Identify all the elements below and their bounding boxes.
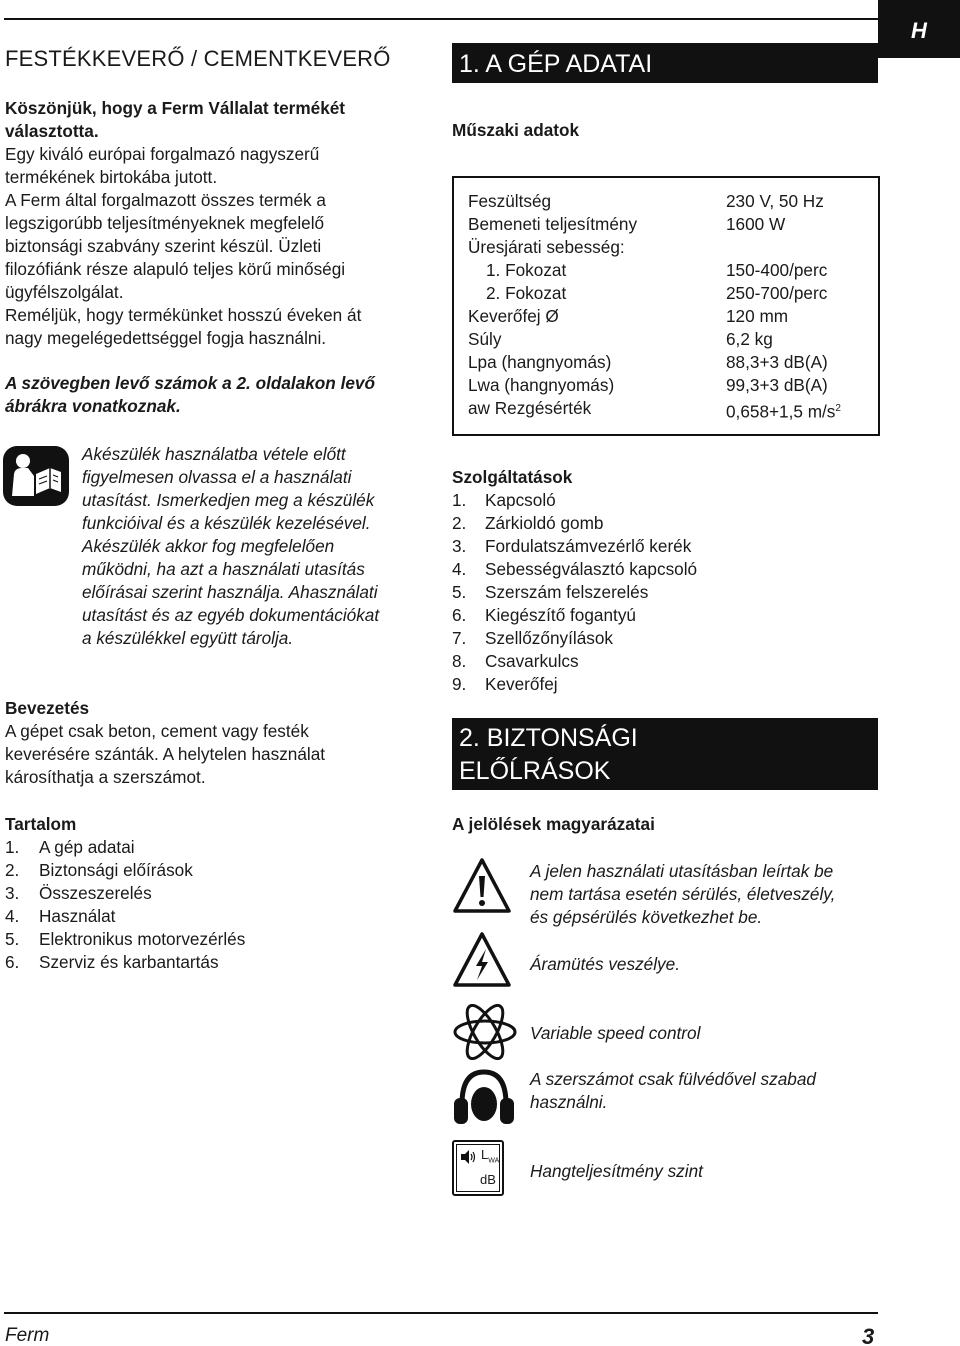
manual-notice-line: utasítást és az egyéb dokumentációkat <box>82 605 380 625</box>
intro-paragraph <box>5 97 435 350</box>
feature-item <box>452 673 697 696</box>
manual-notice <box>82 443 437 650</box>
section-1-title: 1. A GÉP ADATAI <box>452 43 878 83</box>
spec-row <box>454 305 878 328</box>
features-heading: Szolgáltatások <box>452 467 573 487</box>
intro-line: legszigorúbb teljesítményeknek megfelelő <box>5 213 325 233</box>
bevezetes-line: károsíthatja a szerszámot. <box>5 767 206 787</box>
feature-number: 4. <box>452 559 467 579</box>
language-tab: H <box>878 0 960 58</box>
symbol-text-line: Áramütés veszélye. <box>530 954 680 974</box>
spec-table <box>452 176 880 436</box>
spec-row <box>454 259 878 282</box>
sound-power-icon <box>452 1140 504 1196</box>
intro-bold-line: választotta. <box>5 121 99 141</box>
spec-row <box>454 213 878 236</box>
spec-row <box>454 351 878 374</box>
spec-value: 230 V, 50 Hz <box>726 191 824 211</box>
spec-value: 120 mm <box>726 306 789 326</box>
manual-notice-line: Akészülék használatba vétele előtt <box>82 444 346 464</box>
bevezetes-line: A gépet csak beton, cement vagy festék <box>5 721 309 741</box>
manual-notice-line: utasítást. Ismerkedjen meg a készülék <box>82 490 375 510</box>
intro-line: Egy kiváló európai forgalmazó nagyszerű <box>5 144 320 164</box>
spec-value: 150-400/perc <box>726 260 828 280</box>
symbol-text-line: A szerszámot csak fülvédővel szabad <box>530 1069 816 1089</box>
feature-number: 5. <box>452 582 467 602</box>
notice-line: A szövegben levő számok a 2. oldalakon levő <box>5 373 375 393</box>
feature-text: Zárkioldó gomb <box>485 513 604 533</box>
feature-number: 3. <box>452 536 467 556</box>
intro-line: A Ferm által forgalmazott összes termék a <box>5 190 326 210</box>
toc-item <box>5 859 245 882</box>
spec-row <box>454 328 878 351</box>
variable-speed-icon <box>452 1004 518 1060</box>
feature-text: Keverőfej <box>485 674 558 694</box>
notice-line: ábrákra vonatkoznak. <box>5 396 181 416</box>
warning-text <box>530 860 880 929</box>
toc-number: 6. <box>5 952 20 972</box>
feature-text: Csavarkulcs <box>485 651 579 671</box>
spec-label: Üresjárati sebesség: <box>468 237 625 257</box>
spec-value <box>726 397 841 424</box>
manual-notice-line: Akészülék akkor fog megfelelően <box>82 536 335 556</box>
spec-label: 1. Fokozat <box>486 260 567 280</box>
spec-value: 250-700/perc <box>726 283 828 303</box>
feature-item <box>452 535 697 558</box>
spec-label: aw Rezgésérték <box>468 398 592 418</box>
spec-value-text: 0,658+1,5 m/s <box>726 401 836 422</box>
manual-notice-line: funkcióival és a készülék kezelésével. <box>82 513 371 533</box>
technical-data-heading: Műszaki adatok <box>452 120 580 140</box>
spec-label: Bemeneti teljesítmény <box>468 214 638 234</box>
sound-power-label <box>481 1148 499 1169</box>
spec-label: Feszültség <box>468 191 552 211</box>
read-manual-icon <box>3 446 69 506</box>
feature-item <box>452 581 697 604</box>
toc-item <box>5 928 245 951</box>
spec-label: Súly <box>468 329 502 349</box>
spec-label: Keverőfej Ø <box>468 306 559 326</box>
spec-label: Lpa (hangnyomás) <box>468 352 612 372</box>
toc-item <box>5 951 245 974</box>
feature-item <box>452 604 697 627</box>
toc-text: Elektronikus motorvezérlés <box>39 929 246 949</box>
spec-row <box>454 397 878 420</box>
sound-power-unit: dB <box>480 1172 496 1187</box>
feature-item <box>452 627 697 650</box>
ear-protection-text <box>530 1068 880 1114</box>
feature-item <box>452 650 697 673</box>
toc-text: Összeszerelés <box>39 883 152 903</box>
manual-notice-line: figyelmesen olvassa el a használati <box>82 467 352 487</box>
bottom-rule <box>4 1312 878 1314</box>
electric-shock-text <box>530 953 880 976</box>
feature-text: Kiegészítő fogantyú <box>485 605 636 625</box>
toc-number: 4. <box>5 906 20 926</box>
intro-bold-line: Köszönjük, hogy a Ferm Vállalat termékét <box>5 98 346 118</box>
toc-number: 2. <box>5 860 20 880</box>
toc-item <box>5 882 245 905</box>
feature-text: Sebességválasztó kapcsoló <box>485 559 698 579</box>
feature-number: 8. <box>452 651 467 671</box>
feature-item <box>452 558 697 581</box>
intro-line: ügyfélszolgálat. <box>5 282 124 302</box>
intro-line: nagy megelégedettséggel fogja használni. <box>5 328 327 348</box>
sound-power-text <box>530 1160 880 1183</box>
spec-value: 88,3+3 dB(A) <box>726 352 828 372</box>
figure-notice <box>5 372 435 418</box>
symbol-text-line: A jelen használati utasításban leírtak be <box>530 861 834 881</box>
feature-item <box>452 512 697 535</box>
toc-text: Biztonsági előírások <box>39 860 193 880</box>
feature-number: 7. <box>452 628 467 648</box>
toc-item <box>5 836 245 859</box>
footer-brand: Ferm <box>5 1325 50 1346</box>
feature-text: Fordulatszámvezérlő kerék <box>485 536 692 556</box>
page-number: 3 <box>862 1324 875 1346</box>
warning-triangle-icon <box>452 857 512 915</box>
document-title: FESTÉKKEVERŐ / CEMENTKEVERŐ <box>5 46 391 71</box>
electric-shock-icon <box>452 931 512 989</box>
feature-number: 9. <box>452 674 467 694</box>
manual-notice-line: működni, ha azt a használati utasítás <box>82 559 365 579</box>
symbols-heading: A jelölések magyarázatai <box>452 814 655 834</box>
toc-number: 3. <box>5 883 20 903</box>
toc-number: 5. <box>5 929 20 949</box>
manual-notice-line: előírásai szerint használja. Ahasználati <box>82 582 378 602</box>
feature-text: Szellőzőnyílások <box>485 628 614 648</box>
toc-text: Szerviz és karbantartás <box>39 952 219 972</box>
intro-line: biztonsági szabvány szerint készül. Üzleti <box>5 236 322 256</box>
sound-power-subscript: WA <box>488 1157 500 1165</box>
toc-item <box>5 905 245 928</box>
feature-number: 6. <box>452 605 467 625</box>
section-2-title-line: 2. BIZTONSÁGI <box>459 724 638 752</box>
spec-row <box>454 190 878 213</box>
symbol-text-line: nem tartása esetén sérülés, életveszély, <box>530 884 836 904</box>
toc-number: 1. <box>5 837 20 857</box>
feature-text: Szerszám felszerelés <box>485 582 649 602</box>
intro-line: termékének birtokába jutott. <box>5 167 218 187</box>
feature-text: Kapcsoló <box>485 490 556 510</box>
toc-text: Használat <box>39 906 116 926</box>
feature-item <box>452 489 697 512</box>
section-2-title-line: ELŐĹRÁSOK <box>459 757 611 785</box>
symbol-text-line: használni. <box>530 1092 608 1112</box>
symbol-text-line: és gépsérülés következhet be. <box>530 907 763 927</box>
section-2-title <box>452 718 878 790</box>
spec-value: 1600 W <box>726 214 786 234</box>
feature-number: 2. <box>452 513 467 533</box>
sound-power-symbol: L <box>481 1147 489 1162</box>
toc-text: A gép adatai <box>39 837 135 857</box>
spec-row <box>454 236 878 259</box>
variable-speed-text <box>530 1022 880 1045</box>
manual-notice-line: a készülékkel együtt tárolja. <box>82 628 294 648</box>
table-of-contents <box>5 836 245 974</box>
top-rule <box>4 18 878 20</box>
spec-value: 99,3+3 dB(A) <box>726 375 828 395</box>
speaker-icon <box>459 1148 477 1166</box>
features-list <box>452 489 697 696</box>
bevezetes-heading: Bevezetés <box>5 698 90 718</box>
symbol-text-line: Hangteljesítmény szint <box>530 1161 703 1181</box>
spec-row <box>454 282 878 305</box>
tartalom-heading: Tartalom <box>5 814 77 834</box>
bevezetes-line: keverésére szánták. A helytelen használat <box>5 744 326 764</box>
feature-number: 1. <box>452 490 467 510</box>
spec-row <box>454 374 878 397</box>
ear-protection-icon <box>452 1068 516 1128</box>
spec-label: Lwa (hangnyomás) <box>468 375 615 395</box>
spec-value: 6,2 kg <box>726 329 773 349</box>
spec-label: 2. Fokozat <box>486 283 567 303</box>
spec-value-superscript: 2 <box>835 403 841 414</box>
intro-line: filozófiánk része alapuló teljes körű minőségi <box>5 259 346 279</box>
bevezetes-text <box>5 720 435 789</box>
intro-line: Reméljük, hogy termékünket hosszú éveken át <box>5 305 362 325</box>
symbol-text-line: Variable speed control <box>530 1023 701 1043</box>
